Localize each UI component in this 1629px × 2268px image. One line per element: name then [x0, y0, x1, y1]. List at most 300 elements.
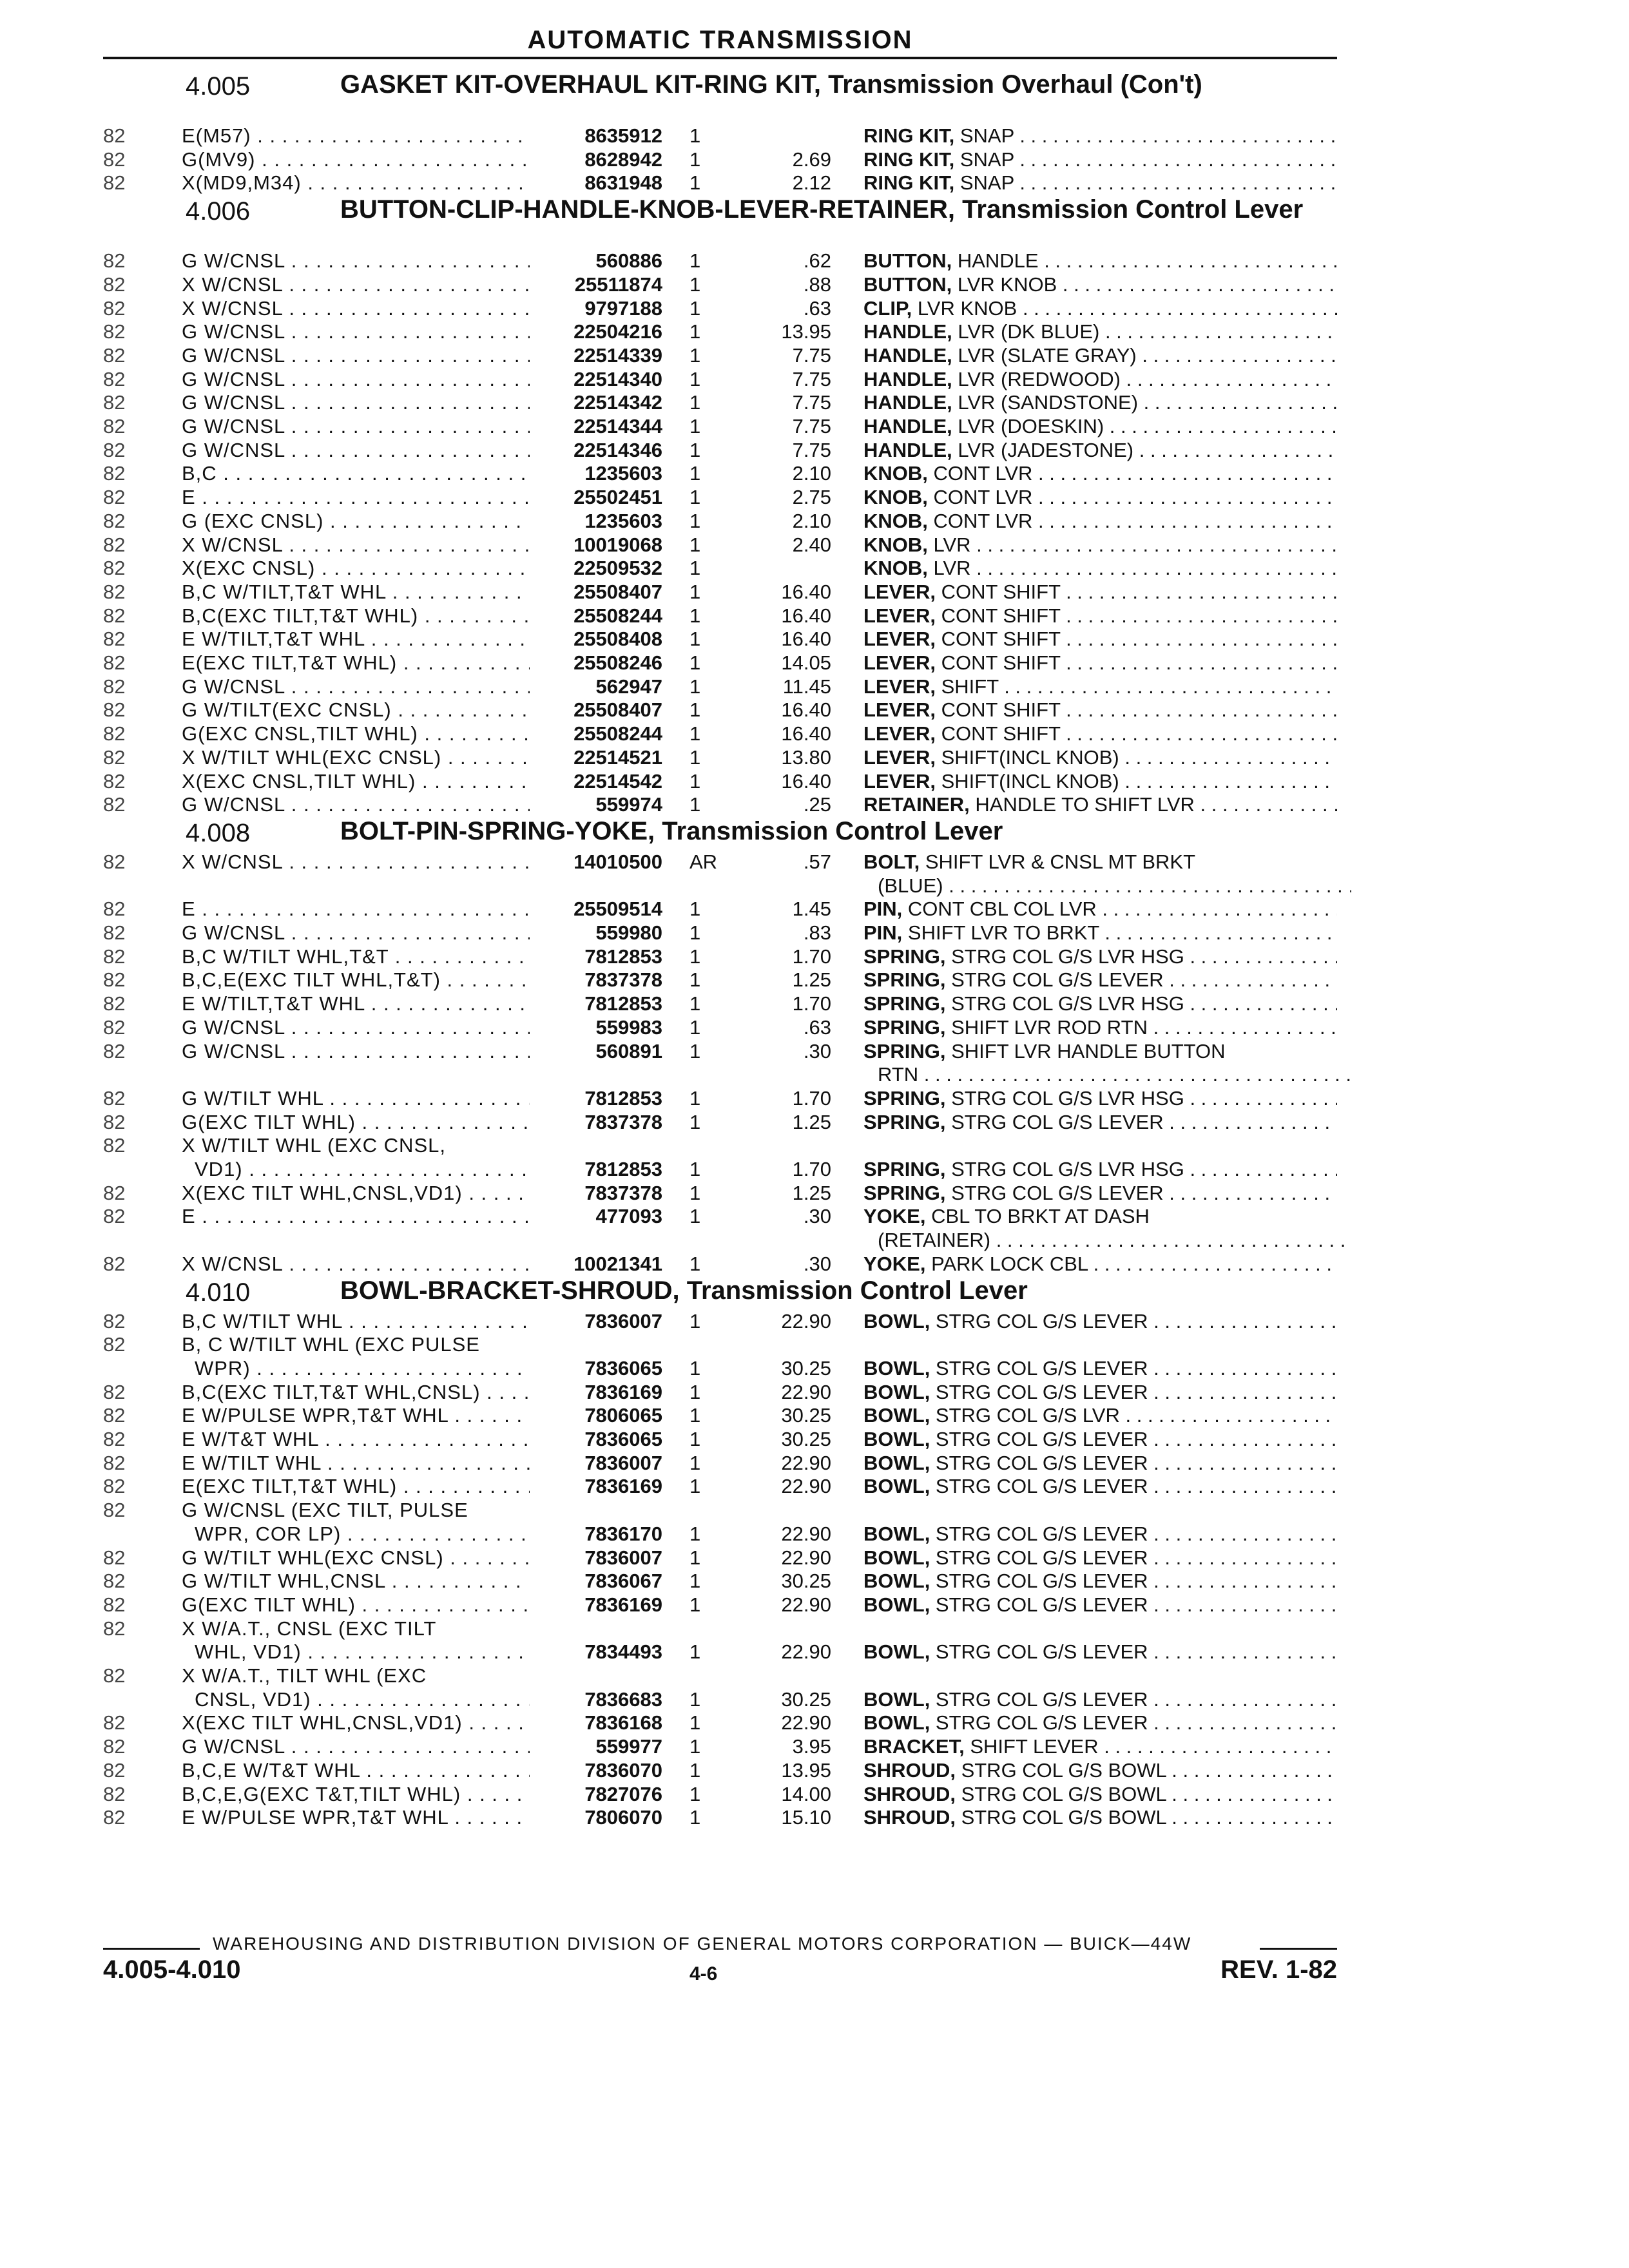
part-detail: LVR (JADESTONE): [952, 438, 1134, 461]
part-row: [0, 1782, 1629, 1806]
quantity: 1: [689, 438, 701, 461]
model-applicability: B,C(EXC TILT,T&T WHL) . . .: [182, 604, 530, 628]
model-applicability: X W/CNSL . . .: [182, 296, 530, 320]
model-applicability: B, C W/TILT WHL (EXC PULSE: [182, 1333, 480, 1356]
part-description: [863, 438, 1337, 462]
model-year: 82: [103, 1782, 126, 1805]
part-name: KNOB,: [863, 557, 928, 580]
part-row-continuation: [0, 874, 1629, 898]
part-description: [863, 148, 1337, 171]
model-applicability: E W/T&T WHL . . .: [182, 1427, 530, 1451]
part-description: [863, 533, 1337, 557]
price: 2.12: [792, 171, 831, 195]
part-number: 7812853: [530, 945, 662, 968]
model-year: 82: [103, 1205, 126, 1228]
part-description: [863, 1015, 1337, 1039]
model-year: 82: [103, 1451, 126, 1474]
price: .63: [803, 1015, 831, 1039]
part-detail: LVR KNOB: [912, 296, 1017, 320]
part-name: LEVER,: [863, 769, 936, 793]
price: 1.70: [792, 945, 831, 968]
model-applicability: B,C,E W/T&T WHL . . .: [182, 1758, 530, 1782]
model-year: 82: [103, 722, 126, 745]
part-number: 559974: [530, 793, 662, 816]
part-description: [863, 1782, 1337, 1806]
model-year: 82: [103, 124, 126, 147]
part-row: [0, 1015, 1629, 1039]
part-number: 22514344: [530, 414, 662, 438]
part-name: LEVER,: [863, 651, 936, 674]
model-applicability: B,C W/TILT,T&T WHL . . .: [182, 580, 530, 604]
part-number: 25508407: [530, 580, 662, 604]
price: 1.70: [792, 1086, 831, 1110]
price: 7.75: [792, 415, 831, 437]
part-name: BOWL,: [863, 1356, 930, 1379]
part-row: [0, 722, 1629, 745]
model-year: 82: [103, 557, 126, 580]
part-detail: STRG COL G/S LEVER: [930, 1451, 1148, 1474]
quantity: 1: [689, 1758, 701, 1782]
price: 22.90: [781, 1451, 831, 1474]
part-number: 22514346: [530, 438, 662, 462]
model-applicability: X W/TILT WHL (EXC CNSL,: [182, 1134, 446, 1157]
price: 2.40: [792, 533, 831, 556]
model-year: 82: [103, 273, 126, 296]
part-number: 22504216: [530, 320, 662, 343]
part-row-continuation: [0, 1687, 1629, 1711]
part-name: HANDLE,: [863, 320, 952, 343]
part-description: [863, 745, 1337, 769]
part-detail: STRG COL G/S LEVER: [930, 1593, 1148, 1616]
part-description: [863, 249, 1337, 273]
model-applicability: G W/CNSL . . .: [182, 1015, 530, 1039]
part-detail: HANDLE: [952, 249, 1039, 273]
part-name: BOWL,: [863, 1687, 930, 1711]
part-description-cont: RTN . . .: [863, 1062, 1351, 1086]
part-detail: LVR (SLATE GRAY): [952, 343, 1137, 367]
model-year: 82: [103, 628, 126, 651]
part-number: 10021341: [530, 1252, 662, 1276]
model-applicability: X(EXC CNSL) . . .: [182, 556, 530, 580]
model-year: 82: [103, 580, 126, 603]
part-detail: STRG COL G/S LVR HSG: [945, 1158, 1184, 1180]
part-number: 7836007: [530, 1451, 662, 1475]
part-description: [863, 968, 1337, 992]
part-name: YOKE,: [863, 1205, 926, 1228]
part-name: SHROUD,: [863, 1806, 956, 1829]
model-applicability-cont: VD1) . . .: [182, 1157, 543, 1181]
part-row: [0, 992, 1629, 1015]
quantity: 1: [689, 1205, 701, 1228]
price: 16.40: [781, 698, 831, 722]
part-name: KNOB,: [863, 533, 928, 556]
part-detail: CONT SHIFT: [935, 604, 1061, 627]
part-name: LEVER,: [863, 675, 936, 698]
section-title: [340, 197, 1320, 222]
part-row: [0, 627, 1629, 651]
part-number: 7812853: [530, 1086, 662, 1110]
model-year: 82: [103, 296, 126, 320]
part-row-continuation: [0, 1640, 1629, 1664]
part-detail: SHIFT LVR TO BRKT: [902, 921, 1099, 944]
part-row: [0, 1569, 1629, 1593]
part-name: BOWL,: [863, 1428, 930, 1450]
price: 22.90: [781, 1640, 831, 1664]
part-description: [863, 722, 1337, 745]
model-year: 82: [103, 533, 126, 556]
price: 16.40: [781, 769, 831, 793]
part-number: 8635912: [530, 124, 662, 148]
model-applicability: G W/CNSL (EXC TILT, PULSE: [182, 1499, 468, 1522]
model-applicability: E . . .: [182, 1204, 530, 1228]
part-detail: LVR: [927, 533, 971, 556]
part-name: BOWL,: [863, 1640, 930, 1664]
part-name: SPRING,: [863, 968, 946, 992]
model-applicability: X W/CNSL . . .: [182, 273, 530, 296]
part-name: SPRING,: [863, 1158, 946, 1180]
part-row: [0, 651, 1629, 675]
part-number: 7836683: [530, 1687, 662, 1711]
part-detail: STRG COL G/S BOWL: [955, 1806, 1166, 1829]
price: .30: [803, 1205, 831, 1228]
part-description: [863, 320, 1337, 343]
model-applicability: E . . .: [182, 485, 530, 509]
part-description: [863, 1110, 1337, 1134]
part-description: [863, 124, 1337, 148]
quantity: 1: [689, 722, 701, 745]
quantity: 1: [689, 148, 701, 171]
price: 16.40: [781, 628, 831, 651]
model-year: 82: [103, 921, 126, 944]
model-applicability: G W/CNSL . . .: [182, 390, 530, 414]
section-title-bold: BOWL-BRACKET-SHROUD,: [340, 1276, 680, 1305]
model-year: 82: [103, 850, 126, 873]
model-year: 82: [103, 438, 126, 461]
part-number: 1235603: [530, 509, 662, 533]
part-name: BOWL,: [863, 1309, 930, 1332]
part-detail: SNAP: [954, 124, 1014, 147]
part-detail: CONT LVR: [927, 486, 1033, 509]
model-applicability: G W/CNSL . . .: [182, 1039, 530, 1063]
model-year: 82: [103, 320, 126, 343]
part-description: [863, 1039, 1337, 1063]
part-detail: CONT LVR: [927, 462, 1033, 485]
part-row: [0, 1380, 1629, 1404]
model-applicability: G W/TILT(EXC CNSL) . . .: [182, 698, 530, 722]
price: .83: [803, 921, 831, 944]
part-number: 7837378: [530, 1110, 662, 1134]
part-number: 560891: [530, 1039, 662, 1063]
quantity: 1: [689, 486, 701, 509]
section-number: 4.006: [186, 197, 251, 226]
part-row: [0, 1427, 1629, 1451]
part-row: [0, 698, 1629, 722]
model-applicability: X W/A.T., TILT WHL (EXC: [182, 1664, 427, 1687]
quantity: 1: [689, 1806, 701, 1829]
model-year: 82: [103, 1499, 126, 1522]
part-number: 25511874: [530, 273, 662, 296]
model-applicability: X(EXC TILT WHL,CNSL,VD1) . . .: [182, 1711, 530, 1735]
price: 22.90: [781, 1309, 831, 1332]
part-row: [0, 968, 1629, 992]
part-row: [0, 1805, 1629, 1829]
model-year: 82: [103, 769, 126, 793]
part-name: LEVER,: [863, 722, 936, 745]
model-applicability: G(EXC TILT WHL) . . .: [182, 1593, 530, 1617]
model-applicability: G (EXC CNSL) . . .: [182, 509, 530, 533]
quantity: 1: [689, 1593, 701, 1616]
part-detail: STRG COL G/S LVR HSG: [945, 992, 1184, 1015]
quantity: 1: [689, 171, 701, 195]
part-name: BOWL,: [863, 1475, 930, 1498]
quantity: 1: [689, 745, 701, 769]
part-name: BOWL,: [863, 1380, 930, 1403]
part-detail: SHIFT LVR HANDLE BUTTON: [945, 1039, 1226, 1062]
part-name: BOWL,: [863, 1711, 930, 1735]
page-header: [103, 26, 1337, 58]
part-description: [863, 897, 1337, 921]
part-row: [0, 148, 1629, 171]
part-detail: LVR: [927, 557, 971, 580]
part-name: LEVER,: [863, 745, 936, 769]
part-row: [0, 1593, 1629, 1617]
model-applicability: G W/CNSL . . .: [182, 320, 530, 343]
part-name: BUTTON,: [863, 273, 952, 296]
quantity: 1: [689, 1546, 701, 1569]
part-description: [863, 627, 1337, 651]
part-description: [863, 793, 1337, 816]
section-title-rest: Transmission Control Lever: [655, 816, 1003, 845]
price: 13.95: [781, 320, 831, 343]
part-detail: STRG COL G/S LEVER: [930, 1546, 1148, 1569]
part-detail: SHIFT LVR & CNSL MT BRKT: [920, 850, 1196, 873]
part-description: [863, 651, 1337, 675]
price: 22.90: [781, 1711, 831, 1735]
part-detail: SNAP: [954, 171, 1014, 195]
model-applicability: B,C,E,G(EXC T&T,TILT WHL) . . .: [182, 1782, 530, 1806]
part-description: [863, 1086, 1337, 1110]
model-applicability: X(EXC TILT WHL,CNSL,VD1) . . .: [182, 1181, 530, 1205]
model-year: 82: [103, 675, 126, 698]
model-year: 82: [103, 367, 126, 390]
model-applicability-cont: WHL, VD1) . . .: [182, 1640, 543, 1664]
part-name: LEVER,: [863, 604, 936, 627]
part-row: [0, 485, 1629, 509]
part-description: [863, 698, 1337, 722]
part-detail: CONT SHIFT: [935, 580, 1061, 603]
model-applicability: E(M57) . . .: [182, 124, 530, 148]
price: 7.75: [792, 438, 831, 461]
model-year: 82: [103, 462, 126, 485]
price: 2.10: [792, 509, 831, 532]
quantity: 1: [689, 1039, 701, 1062]
part-description: [863, 1522, 1337, 1546]
part-number: 7836007: [530, 1546, 662, 1570]
price: .30: [803, 1039, 831, 1062]
model-year: 82: [103, 1711, 126, 1735]
part-description: [863, 1356, 1337, 1380]
part-detail: LVR (DK BLUE): [952, 320, 1100, 343]
quantity: 1: [689, 1782, 701, 1805]
part-description: [863, 171, 1337, 195]
section-title-bold: BUTTON-CLIP-HANDLE-KNOB-LEVER-RETAINER,: [340, 195, 956, 224]
part-row: [0, 438, 1629, 462]
part-detail: STRG COL G/S LEVER: [930, 1309, 1148, 1332]
part-name: SPRING,: [863, 992, 946, 1015]
part-name: RING KIT,: [863, 124, 955, 147]
part-row: [0, 1735, 1629, 1758]
part-number: 7836169: [530, 1380, 662, 1404]
model-year: 82: [103, 1039, 126, 1062]
model-applicability: E W/TILT,T&T WHL . . .: [182, 992, 530, 1015]
part-description: [863, 1735, 1337, 1758]
model-year: 82: [103, 1664, 126, 1687]
part-row: [0, 1474, 1629, 1498]
quantity: 1: [689, 698, 701, 722]
quantity: 1: [689, 415, 701, 437]
quantity: 1: [689, 1711, 701, 1735]
quantity: 1: [689, 1086, 701, 1110]
part-row: [0, 1181, 1629, 1205]
model-year: 82: [103, 1617, 126, 1640]
section-title-bold: BOLT-PIN-SPRING-YOKE,: [340, 816, 655, 845]
part-number: 25508244: [530, 722, 662, 745]
part-detail: STRG COL G/S LEVER: [930, 1428, 1148, 1450]
price: 1.25: [792, 1110, 831, 1133]
page-footer: [103, 1930, 1337, 2001]
price: 1.25: [792, 968, 831, 992]
quantity: 1: [689, 1252, 701, 1275]
part-detail: LVR (DOESKIN): [952, 415, 1104, 437]
part-row: [0, 745, 1629, 769]
price: 15.10: [781, 1806, 831, 1829]
section-title: [340, 816, 1320, 845]
section-title-rest: Transmission Control Lever: [955, 195, 1304, 224]
part-detail: STRG COL G/S LVR HSG: [945, 945, 1184, 968]
part-detail: CONT SHIFT: [935, 722, 1061, 745]
model-applicability: E W/PULSE WPR,T&T WHL . . .: [182, 1403, 530, 1427]
model-applicability: B,C,E(EXC TILT WHL,T&T) . . .: [182, 968, 530, 992]
part-number: 7837378: [530, 968, 662, 992]
quantity: 1: [689, 1570, 701, 1593]
part-description-cont: (RETAINER) . . .: [863, 1228, 1351, 1252]
part-row: [0, 249, 1629, 273]
part-number: 22514339: [530, 343, 662, 367]
model-year: 82: [103, 509, 126, 532]
price: 30.25: [781, 1404, 831, 1427]
part-name: SHROUD,: [863, 1758, 956, 1782]
price: 14.00: [781, 1782, 831, 1805]
model-year: 82: [103, 945, 126, 968]
model-applicability: E W/TILT,T&T WHL . . .: [182, 627, 530, 651]
part-row: [0, 850, 1629, 874]
model-applicability: G W/CNSL . . .: [182, 367, 530, 391]
model-year: 82: [103, 1333, 126, 1356]
price: .30: [803, 1252, 831, 1275]
price: 16.40: [781, 722, 831, 745]
part-name: BOLT,: [863, 850, 920, 873]
part-row: [0, 1617, 1629, 1640]
part-number: 10019068: [530, 533, 662, 557]
quantity: 1: [689, 992, 701, 1015]
part-description: [863, 296, 1337, 320]
part-number: 25508246: [530, 651, 662, 675]
part-row: [0, 1332, 1629, 1356]
part-row: [0, 675, 1629, 698]
price: 2.10: [792, 462, 831, 485]
part-detail: LVR KNOB: [952, 273, 1057, 296]
part-row: [0, 1546, 1629, 1570]
price: 1.25: [792, 1181, 831, 1204]
part-description: [863, 1309, 1337, 1333]
part-detail: SHIFT(INCL KNOB): [935, 745, 1119, 769]
quantity: 1: [689, 343, 701, 367]
part-number: 7836169: [530, 1474, 662, 1498]
price: .25: [803, 793, 831, 816]
part-name: SPRING,: [863, 1181, 946, 1204]
price: 22.90: [781, 1593, 831, 1616]
part-row: [0, 1309, 1629, 1333]
model-applicability: G W/CNSL . . .: [182, 414, 530, 438]
price: 30.25: [781, 1356, 831, 1379]
quantity: 1: [689, 769, 701, 793]
model-applicability: G W/CNSL . . .: [182, 249, 530, 273]
part-description: [863, 1427, 1337, 1451]
model-applicability: X W/CNSL . . .: [182, 1252, 530, 1276]
model-applicability: G W/CNSL . . .: [182, 793, 530, 816]
part-description: [863, 1805, 1337, 1829]
part-number: 25508244: [530, 604, 662, 628]
part-name: KNOB,: [863, 509, 928, 532]
part-detail: STRG COL G/S LEVER: [930, 1522, 1148, 1545]
part-number: 7836065: [530, 1356, 662, 1380]
part-row-continuation: [0, 1062, 1629, 1086]
price: 1.70: [792, 1158, 831, 1180]
quantity: 1: [689, 124, 701, 147]
model-applicability: G W/CNSL . . .: [182, 438, 530, 462]
part-name: BOWL,: [863, 1570, 930, 1593]
part-row-continuation: [0, 1356, 1629, 1380]
quantity: 1: [689, 1735, 701, 1758]
part-name: BUTTON,: [863, 249, 952, 273]
quantity: AR: [689, 850, 718, 873]
part-description: [863, 1451, 1337, 1475]
model-applicability: X W/CNSL . . .: [182, 850, 530, 874]
model-applicability: G W/TILT WHL,CNSL . . .: [182, 1569, 530, 1593]
part-detail: STRG COL G/S BOWL: [955, 1758, 1166, 1782]
part-detail: STRG COL G/S LEVER: [930, 1570, 1148, 1593]
part-detail: HANDLE TO SHIFT LVR: [969, 793, 1195, 816]
footer-rule-left: [103, 1948, 200, 1950]
part-detail: STRG COL G/S BOWL: [955, 1782, 1166, 1805]
model-applicability: E W/PULSE WPR,T&T WHL . . .: [182, 1805, 530, 1829]
part-name: HANDLE,: [863, 343, 952, 367]
part-number: 25509514: [530, 897, 662, 921]
part-detail: STRG COL G/S LVR HSG: [945, 1086, 1184, 1110]
price: .63: [803, 296, 831, 320]
part-row: [0, 921, 1629, 945]
part-detail: STRG COL G/S LEVER: [930, 1640, 1148, 1664]
part-number: 7836170: [530, 1522, 662, 1546]
model-year: 82: [103, 1086, 126, 1110]
quantity: 1: [689, 1404, 701, 1427]
part-row: [0, 124, 1629, 148]
part-number: 22514342: [530, 390, 662, 414]
model-applicability: X W/CNSL . . .: [182, 533, 530, 557]
part-row-continuation: [0, 1228, 1629, 1252]
part-name: CLIP,: [863, 296, 912, 320]
part-description-cont: (BLUE) . . .: [863, 874, 1351, 898]
